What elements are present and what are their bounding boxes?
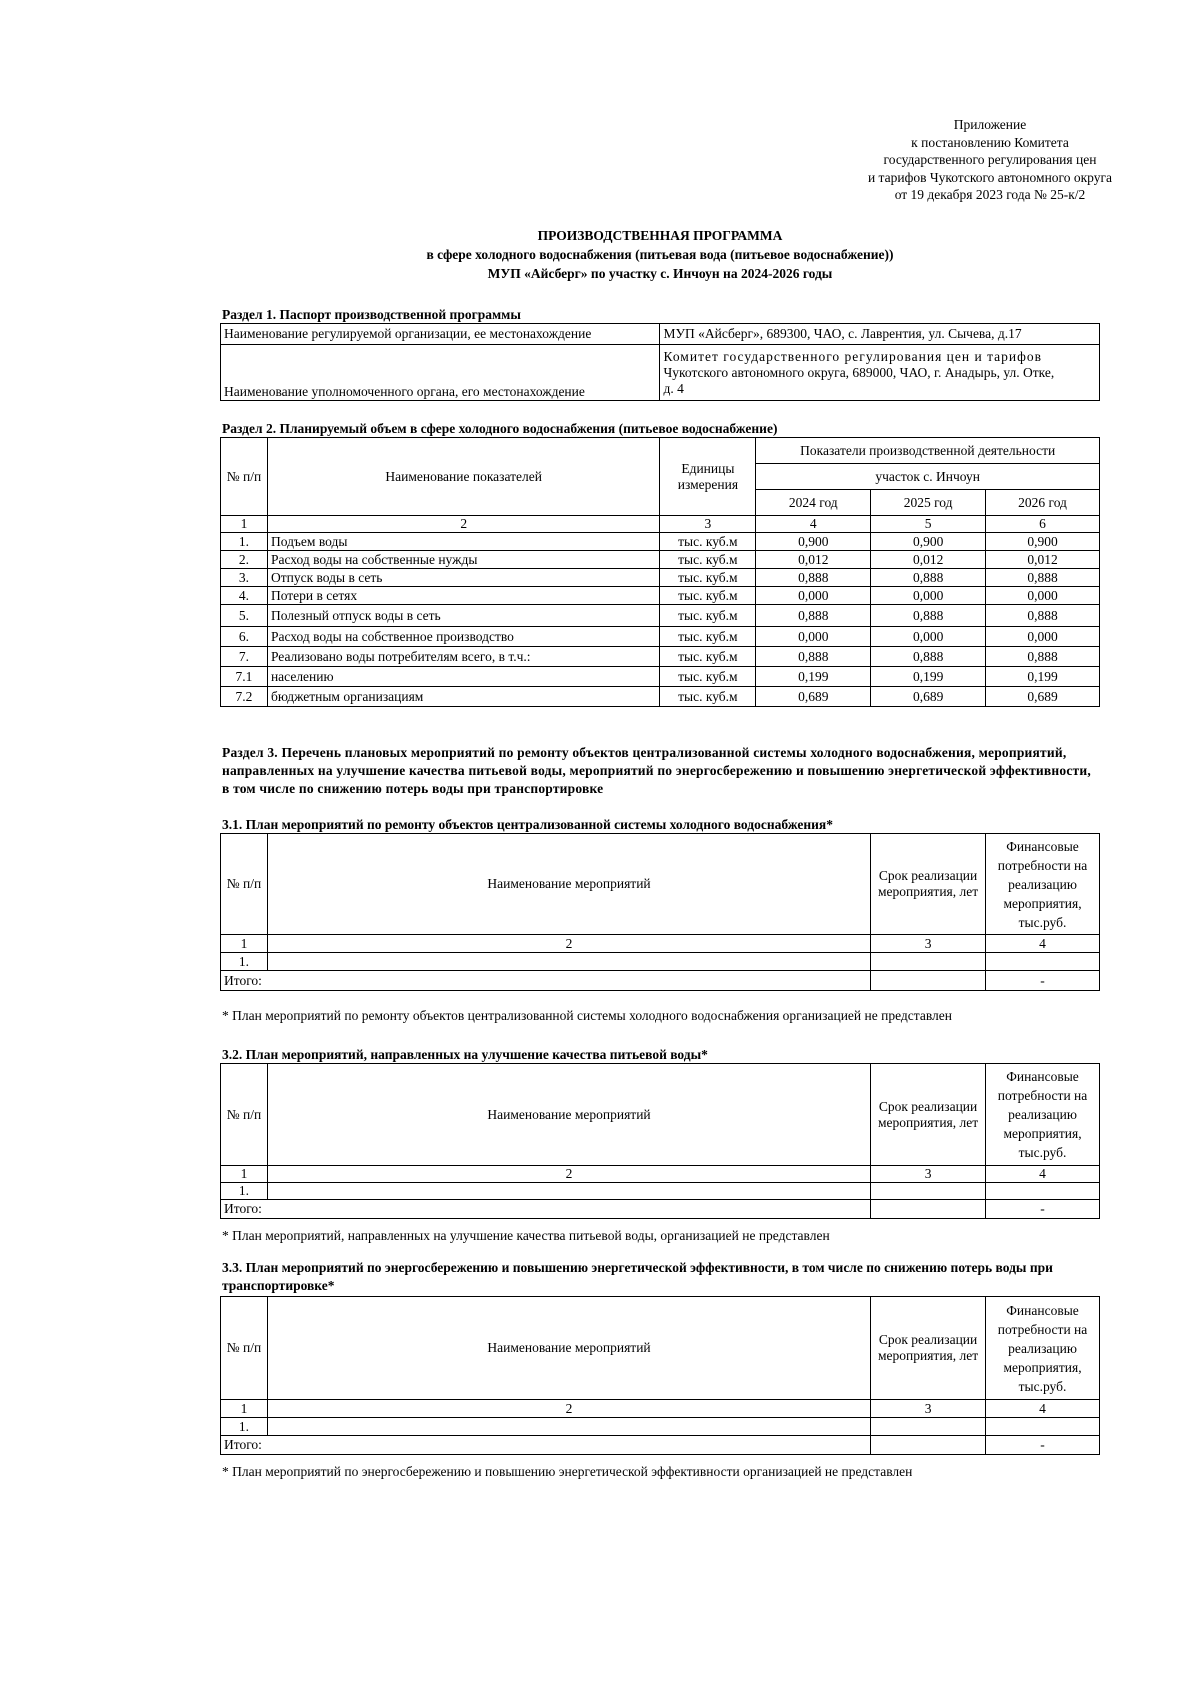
cell-unit: тыс. куб.м (660, 687, 756, 707)
section1-title: Раздел 1. Паспорт производственной программы (222, 307, 521, 322)
passport-value-line: Комитет государственного регулирования цен и тарифов (663, 348, 1042, 364)
cell-value: 0,199 (986, 667, 1100, 687)
cell-num: 2. (221, 551, 268, 569)
cell-term (871, 1183, 986, 1200)
table-row (221, 345, 1100, 401)
col-number-row (221, 1400, 1100, 1418)
total-value: - (986, 971, 1100, 991)
section3-title: Раздел 3. Перечень плановых мероприятий по ремонту объектов централизованной системы холодного водоснабжения, мероприятий, направленных на улучшение качества питьевой воды, мероприятий по энергосбережению и повышению энергетической эффективности, в том числе по снижению потерь воды при транспортировке (222, 745, 1091, 796)
table-row (221, 587, 1100, 605)
col-number: 2 (267, 935, 870, 953)
title-line: в сфере холодного водоснабжения (питьевая вода (питьевое водоснабжение)) (426, 247, 894, 262)
cell-value: 0,199 (756, 667, 871, 687)
col-number: 4 (986, 1400, 1100, 1418)
table-row (221, 324, 1100, 345)
total-label: Итого: (221, 1200, 871, 1219)
cell-value: 0,000 (756, 627, 871, 647)
col-header-name: Наименование показателей (267, 438, 659, 516)
cell-num: 1. (221, 533, 268, 551)
cell-value: 0,199 (871, 667, 986, 687)
col-header-num: № п/п (221, 1064, 268, 1166)
col-number: 2 (267, 1166, 870, 1183)
cell-name: Подъем воды (267, 533, 659, 551)
col-number: 2 (267, 516, 659, 533)
col-header-finance: Финансовые потребности на реализацию мероприятия, тыс.руб. (986, 1297, 1100, 1400)
col-number: 6 (986, 516, 1100, 533)
cell-unit: тыс. куб.м (660, 551, 756, 569)
cell-value: 0,012 (756, 551, 871, 569)
cell-value: 0,888 (756, 647, 871, 667)
cell-num: 7. (221, 647, 268, 667)
col-header-num: № п/п (221, 1297, 268, 1400)
table-row (221, 627, 1100, 647)
col-number: 3 (660, 516, 756, 533)
title-line: МУП «Айсберг» по участку с. Инчоун на 2024-2026 годы (487, 266, 833, 281)
cell-value: 0,888 (871, 605, 986, 627)
passport-label: Наименование регулируемой организации, ее местонахождение (221, 324, 660, 345)
cell-term (871, 1200, 986, 1219)
col-number: 3 (871, 1400, 986, 1418)
appendix-block (760, 116, 1200, 204)
total-row (221, 971, 1100, 991)
col-number-row (221, 935, 1100, 953)
cell-term (871, 1436, 986, 1455)
plan-title: 3.1. План мероприятий по ремонту объектов централизованной системы холодного водоснабжения* (222, 817, 833, 832)
cell-num: 6. (221, 627, 268, 647)
cell-num: 1. (221, 1183, 268, 1200)
col-header-num: № п/п (221, 438, 268, 516)
cell-unit: тыс. куб.м (660, 587, 756, 605)
table-header-row (221, 834, 1100, 935)
cell-value: 0,000 (871, 587, 986, 605)
col-header-group: Показатели производственной деятельности (756, 438, 1100, 464)
col-number: 1 (221, 1400, 268, 1418)
total-label: Итого: (221, 1436, 871, 1455)
cell-name (267, 1418, 870, 1436)
cell-finance (986, 1418, 1100, 1436)
cell-value: 0,000 (986, 627, 1100, 647)
cell-term (871, 971, 986, 991)
col-header-term: Срок реализации мероприятия, лет (871, 1297, 986, 1400)
col-header-name: Наименование мероприятий (267, 834, 870, 935)
cell-finance (986, 953, 1100, 971)
passport-label: Наименование уполномоченного органа, его местонахождение (221, 345, 660, 401)
col-number: 1 (221, 516, 268, 533)
col-number: 3 (871, 1166, 986, 1183)
cell-name: бюджетным организациям (267, 687, 659, 707)
cell-name: Отпуск воды в сеть (267, 569, 659, 587)
table-row (221, 687, 1100, 707)
plan-table-quality (220, 1063, 1100, 1219)
cell-value: 0,888 (756, 569, 871, 587)
cell-name (267, 1183, 870, 1200)
cell-value: 0,888 (871, 647, 986, 667)
table-row (221, 953, 1100, 971)
col-header-name: Наименование мероприятий (267, 1064, 870, 1166)
passport-table (220, 323, 1100, 401)
cell-term (871, 953, 986, 971)
title-line: ПРОИЗВОДСТВЕННАЯ ПРОГРАММА (537, 228, 783, 243)
total-label: Итого: (221, 971, 871, 991)
passport-value-line: Чукотского автономного округа, 689000, ЧАО, г. Анадырь, ул. Отке, (663, 364, 1055, 380)
col-header-finance: Финансовые потребности на реализацию мероприятия, тыс.руб. (986, 1064, 1100, 1166)
col-number: 4 (986, 935, 1100, 953)
table-row (221, 533, 1100, 551)
table-row (221, 1183, 1100, 1200)
cell-name: Потери в сетях (267, 587, 659, 605)
cell-unit: тыс. куб.м (660, 647, 756, 667)
cell-name (267, 953, 870, 971)
cell-num: 5. (221, 605, 268, 627)
cell-name: Расход воды на собственное производство (267, 627, 659, 647)
col-header-name: Наименование мероприятий (267, 1297, 870, 1400)
cell-value: 0,000 (756, 587, 871, 605)
plan-title: 3.2. План мероприятий, направленных на улучшение качества питьевой воды* (222, 1047, 708, 1062)
cell-unit: тыс. куб.м (660, 569, 756, 587)
plan-note: * План мероприятий, направленных на улучшение качества питьевой воды, организацией не представлен (222, 1228, 830, 1243)
cell-value: 0,689 (871, 687, 986, 707)
cell-name: Реализовано воды потребителям всего, в т.ч.: (267, 647, 659, 667)
appendix-line: и тарифов Чукотского автономного округа (867, 169, 1113, 185)
appendix-line: государственного регулирования цен (883, 152, 1097, 167)
cell-num: 1. (221, 953, 268, 971)
plan-note: * План мероприятий по ремонту объектов централизованной системы холодного водоснабжения организацией не представлен (222, 1008, 952, 1023)
cell-term (871, 1418, 986, 1436)
cell-unit: тыс. куб.м (660, 605, 756, 627)
col-header-site: участок с. Инчоун (756, 464, 1100, 490)
total-value: - (986, 1436, 1100, 1455)
table-header-row (221, 1064, 1100, 1166)
table-row (221, 667, 1100, 687)
col-number: 2 (267, 1400, 870, 1418)
document-title (0, 226, 1200, 283)
cell-value: 0,012 (986, 551, 1100, 569)
table-header-row (221, 1297, 1100, 1400)
cell-num: 4. (221, 587, 268, 605)
col-number-row (221, 516, 1100, 533)
col-header-unit: Единицы измерения (660, 438, 756, 516)
cell-value: 0,000 (986, 587, 1100, 605)
cell-value: 0,888 (986, 647, 1100, 667)
table-row (221, 605, 1100, 627)
col-header-term: Срок реализации мероприятия, лет (871, 834, 986, 935)
col-number: 1 (221, 935, 268, 953)
cell-value: 0,689 (986, 687, 1100, 707)
cell-value: 0,900 (986, 533, 1100, 551)
col-header-finance: Финансовые потребности на реализацию мероприятия, тыс.руб. (986, 834, 1100, 935)
cell-value: 0,900 (871, 533, 986, 551)
volume-table (220, 437, 1100, 707)
cell-name: населению (267, 667, 659, 687)
cell-value: 0,888 (871, 569, 986, 587)
col-header-year: 2025 год (871, 490, 986, 516)
cell-num: 7.1 (221, 667, 268, 687)
section2-title: Раздел 2. Планируемый объем в сфере холодного водоснабжения (питьевое водоснабжение) (222, 421, 778, 436)
passport-value (660, 345, 1100, 401)
table-row (221, 1418, 1100, 1436)
cell-value: 0,689 (756, 687, 871, 707)
col-number: 5 (871, 516, 986, 533)
col-number-row (221, 1166, 1100, 1183)
cell-num: 7.2 (221, 687, 268, 707)
cell-unit: тыс. куб.м (660, 627, 756, 647)
cell-unit: тыс. куб.м (660, 533, 756, 551)
cell-value: 0,888 (986, 605, 1100, 627)
total-value: - (986, 1200, 1100, 1219)
cell-num: 3. (221, 569, 268, 587)
col-header-year: 2024 год (756, 490, 871, 516)
appendix-line: от 19 декабря 2023 года № 25-к/2 (894, 187, 1086, 202)
table-header-row (221, 438, 1100, 464)
appendix-line: Приложение (953, 117, 1027, 132)
col-number: 1 (221, 1166, 268, 1183)
passport-value: МУП «Айсберг», 689300, ЧАО, с. Лаврентия, ул. Сычева, д.17 (660, 324, 1100, 345)
cell-value: 0,888 (986, 569, 1100, 587)
plan-title: 3.3. План мероприятий по энергосбережению и повышению энергетической эффективности, в том числе по снижению потерь воды при транспортировке* (222, 1260, 1053, 1293)
col-header-year: 2026 год (986, 490, 1100, 516)
cell-value: 0,000 (871, 627, 986, 647)
plan-note: * План мероприятий по энергосбережению и повышению энергетической эффективности организацией не представлен (222, 1464, 913, 1479)
total-row (221, 1200, 1100, 1219)
cell-value: 0,900 (756, 533, 871, 551)
table-row (221, 647, 1100, 667)
cell-name: Полезный отпуск воды в сеть (267, 605, 659, 627)
table-row (221, 551, 1100, 569)
cell-value: 0,012 (871, 551, 986, 569)
cell-num: 1. (221, 1418, 268, 1436)
col-header-term: Срок реализации мероприятия, лет (871, 1064, 986, 1166)
passport-value-line: д. 4 (663, 380, 684, 396)
col-header-num: № п/п (221, 834, 268, 935)
cell-name: Расход воды на собственные нужды (267, 551, 659, 569)
appendix-line: к постановлению Комитета (911, 134, 1069, 150)
cell-unit: тыс. куб.м (660, 667, 756, 687)
cell-finance (986, 1183, 1100, 1200)
cell-value: 0,888 (756, 605, 871, 627)
plan-table-energy (220, 1296, 1100, 1455)
col-number: 4 (986, 1166, 1100, 1183)
table-row (221, 569, 1100, 587)
plan-table-repair (220, 833, 1100, 991)
col-number: 3 (871, 935, 986, 953)
col-number: 4 (756, 516, 871, 533)
total-row (221, 1436, 1100, 1455)
